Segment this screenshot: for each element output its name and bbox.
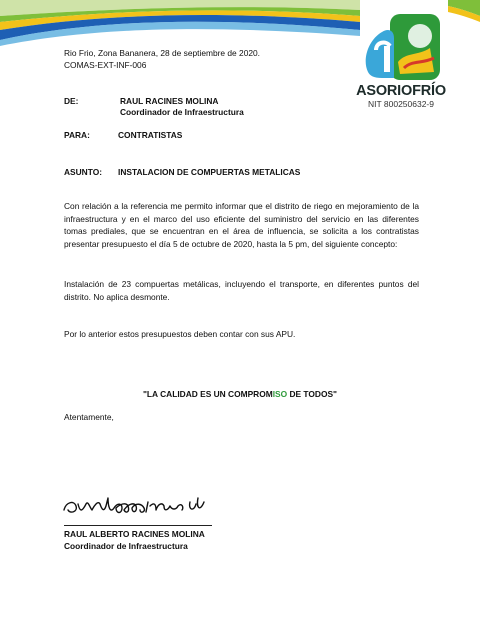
reference-code: COMAS-EXT-INF-006 [64,60,147,70]
asoriofrio-logo [360,12,442,84]
place-date: Rio Frio, Zona Bananera, 28 de septiembre de 2020. [64,48,261,58]
from-label: DE: [64,96,79,106]
from-name: RAUL RACINES MOLINA [120,96,219,106]
slogan [0,389,480,399]
slogan-part-1: "LA CALIDAD ES UN COMPROM [142,389,273,399]
slogan-part-2: DE TODOS" [287,389,338,399]
subject-label: ASUNTO: [64,167,102,177]
subject-value: INSTALACION DE COMPUERTAS METALICAS [118,167,301,177]
slogan-highlight: ISO [272,389,288,399]
signature-title: Coordinador de Infraestructura [64,541,188,551]
body-paragraph-2: Instalación de 23 compuertas metálicas, incluyendo el transporte, en diferentes puntos del distrito. No aplica desmonte. [64,279,419,302]
to-label: PARA: [64,130,90,140]
closing: Atentamente, [64,412,114,422]
signature-line [64,525,212,526]
from-title: Coordinador de Infraestructura [120,107,244,117]
to-value: CONTRATISTAS [118,130,183,140]
logo-nit: NIT 800250632-9 [367,99,434,109]
body-paragraph-1: Con relación a la referencia me permito informar que el distrito de riego en mejoramiento de la infraestructura y en el marco del uso eficiente del suministro del servicio en las diferentes tomas prediales, que se encuentran en el área de influencia, se solicita a los contratistas presentar presupuesto el día 5 de octubre de 2020, hasta la 5 pm, del siguiente concepto: [64,201,419,249]
body-paragraph-3: Por lo anterior estos presupuestos deben contar con sus APU. [64,329,296,339]
logo-name: ASORIOFRÍO [356,83,446,99]
signature-name: RAUL ALBERTO RACINES MOLINA [64,529,205,539]
handwritten-signature [60,488,260,522]
